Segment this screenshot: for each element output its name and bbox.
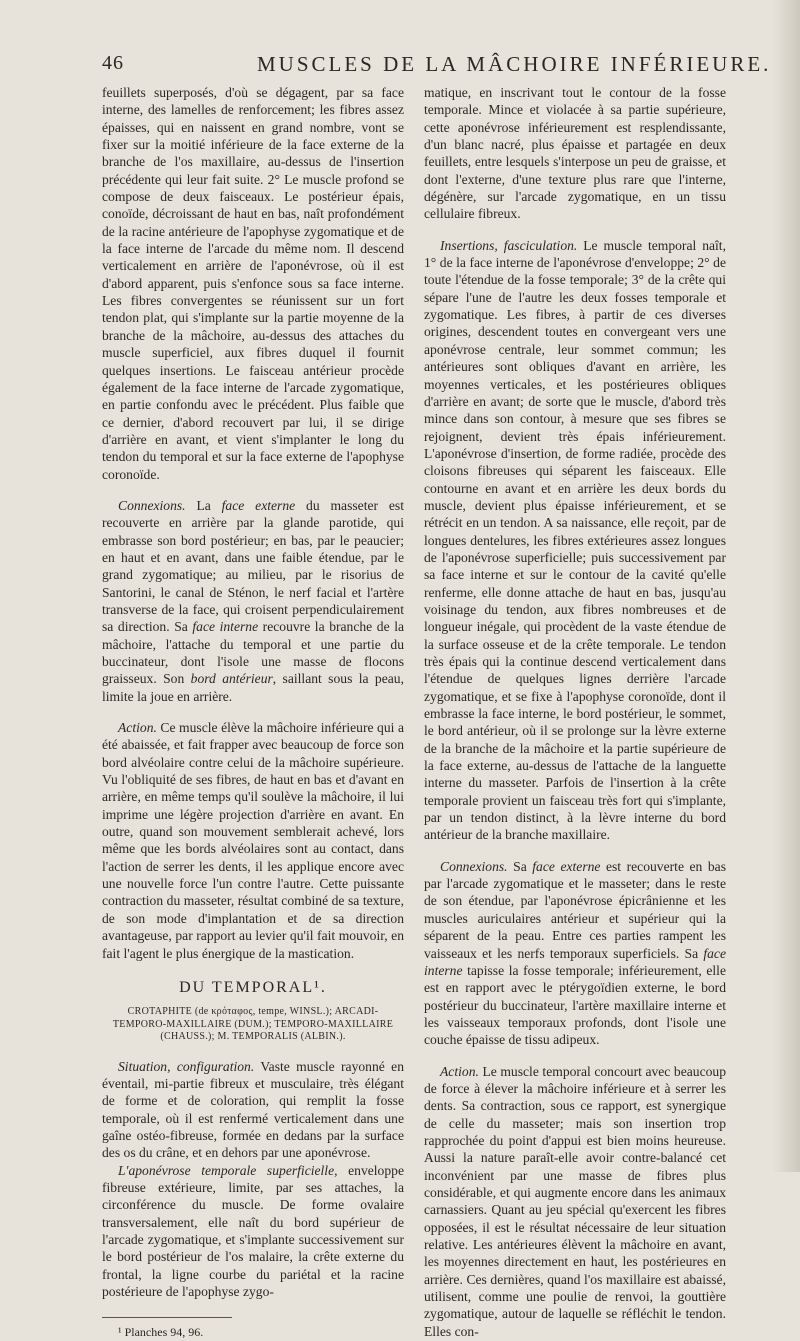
- paragraph-masseter-action: [102, 719, 404, 962]
- text-run: Le muscle temporal naît, 1° de la face interne de l'aponévrose d'enveloppe; 2° de toute l'étendue de la fosse temporale; 3° de la crête qui sépare l'une de l'autre les deux fosses temporale et zygomatique. Les fibres, à partir de ces diverses origines, descendent toutes en convergeant vers une aponévrose centrale, leur sommet commun; les antérieures sont obliques d'avant en arrière, les moyennes verticales, et les postérieures obliques d'arrière en avant; de sorte que le muscle, d'abord très mince dans son contour, à mesure que ses fibres se rejoignent, devient très épais inférieurement. L'aponévrose d'insertion, de forme radiée, procède des cloisons fibreuses qui séparent les faisceaux. Elle contourne en avant et en arrière les deux bords du muscle, devient plus épaisse inférieurement, et se rétrécit en un tendon. A sa naissance, elle reçoit, par de longues dentelures, les fibres extérieures assez longues de l'aponévrose superficielle; puis successivement par sa face interne et sur le contour de la cavité qu'elle renferme, elle donne attache de haut en bas, jusqu'au voisinage du tendon, aux fibres nombreuses et de longueur inégale, qui procèdent de la vaste étendue de la surface osseuse et de la crête temporale. Le tendon très épais qui la continue descend verticalement dans l'étendue de quelques lignes derrière l'arcade zygomatique, et se fixe à l'apophyse coronoïde, dont il embrasse la face interne, le bord postérieur, le sommet, le bord antérieur, où il se prolonge sur la lèvre externe de la branche de la mâchoire et la partie supérieure de la face externe, au-dessus de l'attache de la languette interne du masseter. Parfois de l'insertion à la crête temporale provient un faisceau très fort qui s'implante, par un tendon distinct, à la lèvre interne du bord antérieur de la branche maxillaire.: [424, 237, 726, 843]
- section-title: DU TEMPORAL¹.: [179, 978, 327, 996]
- paragraph-heading: Insertions, fasciculation.: [440, 237, 578, 253]
- text-run: Ce muscle élève la mâchoire inférieure qui a été abaissée, et fait frapper avec beaucoup de force son bord alvéolaire contre celui de la mâchoire supérieure. Vu l'obliquité de ses fibres, de haut en bas et d'avant en arrière, en même temps qu'il soulève la mâchoire, il lui imprime une légère projection d'arrière en avant. En outre, quand son mouvement semblerait achevé, lors même que les bords alvéolaires sont au contact, dans l'action de serrer les dents, il les applique encore avec une nouvelle force l'un contre l'autre. Cette puissante contraction du masseter, résultat combiné de sa texture, de son mode d'implantation et de sa direction avantageuse, par rapport au levier qu'il fait mouvoir, en fait l'agent le plus énergique de la mastication.: [102, 720, 404, 961]
- paragraph-masseter-layers: feuillets superposés, d'où se dégagent, par sa face interne, des lamelles de renforcement; les fibres assez épaisses, qui en naissent en grand nombre, vont se fixer sur la moitié inférieure de la face externe de la branche de l'os maxillaire, au-dessus de l'insertion précédente qui leur fait suite. 2° Le muscle profond se compose de deux faisceaux. Le postérieur épais, conoïde, décroissant de haut en bas, naît profondément de la racine antérieure de l'apophyse zygomatique et de la face interne de l'arcade du même nom. Il descend verticalement en arrière de l'aponévrose, où il est d'abord apparent, puis s'enfonce sous sa face interne. Les fibres convergentes se réunissent sur un fort tendon plat, qui s'implante sur la partie moyenne de la branche de la mâchoire, au-dessus des attaches du muscle superficiel, aux fibres duquel il fournit quelques insertions. Le faisceau antérieur procède également de la face interne de l'arcade zygomatique, en partie confondu avec le précédent. Plus faible que ce dernier, d'abord recouvert par lui, il se dirige d'arrière en avant, et vient s'implanter le long du tendon du temporal et sur la face externe de l'apophyse coronoïde.: [102, 85, 404, 482]
- page-number: 46: [102, 52, 124, 74]
- paragraph-temporal-insertions: [424, 237, 726, 844]
- text-run: , enveloppe fibreuse extérieure, limite, par ses attaches, la circonférence du muscle. De forme ovalaire transversalement, elle naît du bord supérieur de l'arcade zygomatique, et s'implante successivement sur le bord postérieur de l'os malaire, la crête externe du frontal, la ligne courbe du pariétal et la racine postérieure de l'apophyse zygo-: [102, 1162, 404, 1300]
- text-run: La: [185, 497, 222, 513]
- paragraph-heading: Action.: [118, 720, 157, 736]
- text-run: , saillant sous la peau, limite la joue en arrière.: [102, 671, 404, 704]
- text-run: Vaste muscle rayonné en éventail, mi-partie fibreux et musculaire, très élégant de forme et de coloration, qui remplit la fosse temporale, où il est renfermé verticalement dans une gaîne ostéo-fibreuse, formée en dedans par la surface des os du crâne, et en dehors par une aponévrose.: [102, 1058, 404, 1161]
- paragraph-heading: Situation, configuration.: [118, 1058, 255, 1074]
- paragraph-aponeurosis-continued: matique, en inscrivant tout le contour de la fosse temporale. Mince et violacée à sa partie supérieure, cette aponévrose inférieurement est resplendissante, d'un blanc nacré, plus épaisse et partagée en deux feuillets, entre lesquels s'interpose un peu de graisse, et dont l'externe, d'une texture plus rare que l'interne, dégénère, sur l'arcade zygomatique, en un tissu cellulaire fibreux.: [424, 85, 726, 222]
- paragraph-heading: Connexions.: [118, 497, 186, 513]
- text-run: recouvre la branche de la mâchoire, l'attache du temporal et une partie du buccinateur, dont l'isole une masse de flocons graisseux. Son: [102, 619, 405, 687]
- text-run: Sa: [507, 858, 533, 874]
- text-run: est recouverte en bas par l'arcade zygomatique et le masseter; dans le reste de son étendue, par l'aponévrose épicrânienne et les muscles auriculaires antérieur et supérieur qui la séparent de la peau. Entre ces parties rampent les vaisseaux et les nerfs temporaux superficiels. Sa: [424, 858, 726, 961]
- italic-term: bord antérieur: [190, 671, 273, 687]
- footnote-rule: [102, 1317, 232, 1318]
- italic-term: face externe: [532, 858, 601, 874]
- page-edge-shadow: [772, 0, 800, 1172]
- text-run: Le muscle temporal concourt avec beaucoup de force à élever la mâchoire inférieure et à serrer les dents. Sa contraction, sous ce rapport, est synergique de celle du masseter; mais son insertion trop rapprochée du point d'appui est bien moins heureuse. Aussi la nature paraît-elle avoir contre-balancé cet inconvénient par une masse de fibres plus considérable, et qui augmente encore dans les animaux carnassiers. Quant au jeu spécial qu'exercent les fibres opposées, il est le résultat nécessaire de leur situation relative. Les antérieures élèvent la mâchoire en avant, les moyennes directement en haut, les postérieures en arrière. Ces dernières, quand l'os maxillaire est abaissé, utilisent, comme une poulie de renvoi, la gouttière zygomatique, autour de laquelle se réfléchit le tendon. Elles con-: [424, 1063, 726, 1339]
- paragraph-heading: L'aponévrose temporale superficielle: [118, 1162, 335, 1178]
- italic-term: face interne: [424, 945, 726, 978]
- italic-term: face interne: [192, 619, 259, 635]
- right-column: [424, 84, 726, 1340]
- paragraph-temporal-aponeurosis: [102, 1162, 404, 1301]
- left-column: [102, 84, 404, 1341]
- paragraph-heading: Connexions.: [440, 858, 508, 874]
- text-run: du masseter est recouverte en arrière par la glande parotide, qui embrasse son bord postérieur; en bas, par le peaucier; en haut et en avant, dans une faible étendue, par le grand zygomatique; au milieu, par le risorius de Santorini, le canal de Sténon, le nerf facial et l'artère transverse de la face, qui croisent perpendiculairement sa direction. Sa: [102, 497, 404, 635]
- paragraph-temporal-situation: [102, 1058, 404, 1162]
- paragraph-heading: Action.: [440, 1063, 479, 1079]
- italic-term: face externe: [221, 497, 296, 513]
- paragraph-temporal-action: [424, 1063, 726, 1341]
- running-title: MUSCLES DE LA MÂCHOIRE INFÉRIEURE.: [257, 52, 772, 76]
- paragraph-masseter-connexions: [102, 497, 404, 705]
- text-run: tapisse la fosse temporale; inférieurement, elle est en rapport avec le ptérygoïdien externe, le bord postérieur du buccinateur, l'artère maxillaire interne et les vaisseaux temporaux profonds, dont l'isole une couche épaisse de tissu adipeux.: [424, 962, 726, 1048]
- synonyms-line: CROTAPHITE (de κρόταφος, tempe, WINSL.); ARCADI-TEMPORO-MAXILLAIRE (DUM.); TEMPORO-MAXILLAIRE (CHAUSS.); M. TEMPORALIS (ALBIN.).: [112, 1006, 394, 1043]
- page-header: [102, 52, 772, 78]
- footnote: ¹ Planches 94, 96.: [118, 1324, 204, 1339]
- paragraph-temporal-connexions: [424, 858, 726, 1049]
